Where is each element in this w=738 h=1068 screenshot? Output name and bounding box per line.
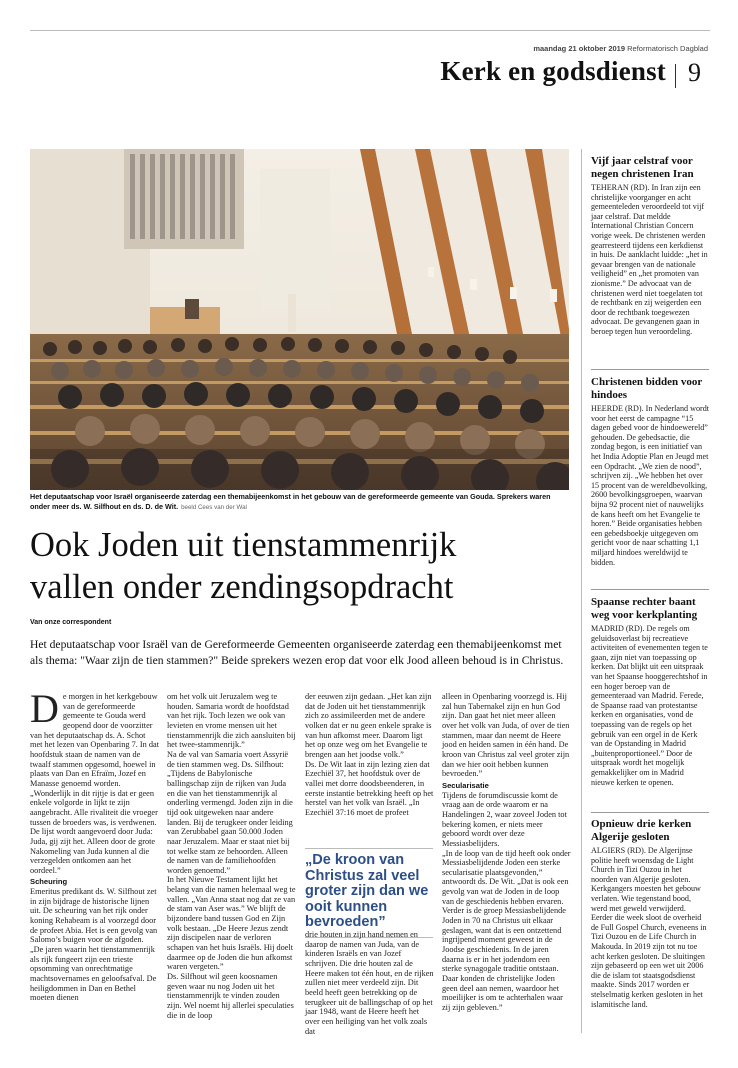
sidebar-body: HEERDE (RD). In Nederland wordt voor het eerst de campagne “15 dagen gebed voor de hindoewereld” gehouden. De gebedsactie, die zondag begon, is een initiatief van het India Adoptie Plan en Jeugd met een Opdracht. „We zien de nood”, schrijven zij. „We hebben het over 15 procent van de wereldbevolking, 2600 bevolkingsgroepen, waarvan bijna 92 procent niet of nauwelijks de kans heeft om het Evangelie te horen.” Beide organisaties hebben een gebedsboekje uitgegeven om gericht voor de naar schatting 1,1 miljard hindoes wereldwijd te bidden. (591, 404, 710, 567)
byline: Van onze correspondent (30, 619, 112, 626)
sidebar-item-madrid (591, 596, 709, 787)
subheading-scheuring: Scheuring (30, 877, 68, 887)
photo-caption (30, 492, 570, 513)
article-column-3-top (305, 692, 434, 818)
col3-paragraph-1: der eeuwen zijn gedaan. „Het kan zijn dat de Joden uit het tienstammenrijk zich zo assimileerden met de andere volken dat er nu geen enkele sprake is van hun afkomst meer. Daarom ligt het op onze weg om het Evangelie te brengen aan het joodse volk.” (305, 692, 432, 759)
sidebar-divider (581, 149, 582, 1033)
col4-paragraph-3: „In de loop van de tijd heeft ook onder Messiasbelijdende Joden een sterke secularisatie plaatsgevonden,” antwoordt ds. De Wit. „Dat is ook een gevolg van wat de Joden in de loop van de geschiedenis hebben ervaren. Verder is de groep Messiasbelijdende Joden in 70 na Christus uit elkaar geslagen, want dat is een ontzettend ingrijpend moment geweest in de Joodse geschiedenis. In de jaren daarna is er in het jodendom een sterke synagogale traditie ontstaan. Daar konden de christelijke Joden geen deel aan nemen, waardoor het moeilijker is om te achterhalen waar zij zijn gebleven.” (442, 848, 571, 1012)
sidebar-item-iran (591, 155, 709, 337)
dateline (533, 44, 708, 53)
sidebar-title: Spaanse rechter baant weg voor kerkplanting (591, 596, 698, 621)
col2-paragraph-1: om het volk uit Jeruzalem weg te houden. Samaria wordt de hoofdstad van het rijk. Toch lezen we ook van levieten en vrome mensen uit het tienstammenrijk die zich aansluiten bij het twee-stammenrijk.” (167, 692, 296, 750)
subheading-secularisatie: Secularisatie (442, 780, 489, 790)
col2-paragraph-2: Na de val van Samaria voert Assyrië de tien stammen weg. Ds. Silfhout: „Tijdens de Babylonische ballingschap zijn de rijken van Juda en die van het tienstammenrijk al onderling vermengd. Joden zijn in die tijd ook uitgeweken naar andere landen. Bij de terugkeer onder leiding van Zerubbabel gaan 50.000 Joden naar Jeruzalem. Maar er staat niet bij tot welke stam ze behoorden. Alleen de namen van de familiehoofden worden genoemd.” (167, 749, 293, 875)
article-column-3-bottom (305, 930, 434, 1036)
sidebar-body: MADRID (RD). De regels om geluidsoverlast bij recreatieve activiteiten of evenementen tegen te gaan, zijn niet van toepassing op kerken. Dat blijkt uit een uitspraak van het Spaanse hooggerechtshof in een hoger beroep van de gemeenteraad van Madrid. Ferede, de Spaanse raad van protestantse kerken en organisaties, vond de toepassing van de regels op het gebruik van een orgel in de Kerk van de Opstanding in Madrid „buitenproportioneel.” Door de uitspraak wordt het mogelijk gemakkelijker om in Madrid nieuwe kerken te openen. (591, 624, 708, 787)
sidebar-title: Vijf jaar celstraf voor negen christenen Iran (591, 155, 694, 180)
sidebar-item-algerije (591, 818, 709, 1009)
article-column-4 (442, 692, 571, 1013)
article-column-1 (30, 686, 160, 1003)
photo-credit: beeld Cees van der Wal (181, 504, 247, 511)
article-column-2 (167, 692, 296, 1020)
col2-paragraph-3: In het Nieuwe Testament lijkt het belang van die namen helemaal weg te vallen. „Van Anna staat nog dat ze van de stam van Aser was.” We blijft de bijzondere band tussen God en Zijn volk bestaan. „De Heere Jezus zendt zijn discipelen naar de verloren schapen van het huis Israëls. Hij doelt daarmee op de Joden die hun afkomst waren vergeten.” (167, 875, 296, 972)
section-title: Kerk en godsdienst (440, 56, 666, 86)
sidebar-item-hindoes (591, 376, 709, 567)
headline-line-2: vallen onder zendingsopdracht (30, 568, 454, 606)
sidebar-separator (591, 589, 709, 590)
date: maandag 21 oktober 2019 (533, 44, 626, 53)
article-lead: Het deputaatschap voor Israël van de Gereformeerde Gemeenten organiseerde zaterdag een themabijeenkomst met als thema: "Waar zijn de tien stammen?" Beide sprekers wezen erop dat voor elk Jood alleen behoud is in Christus. (30, 638, 564, 667)
sidebar-body: ALGIERS (RD). De Algerijnse politie heeft woensdag de Light Church in Tizi Ouzou in het noorden van Algerije gesloten. Kerkgangers moesten het gebouw verlaten. Wie tegenstand bood, werd met geweld verwijderd. Eerder die week sloot de overheid de Full Gospel Church, eveneens in Tizi Ouzou en de Life Church in Makouda. In 2019 zijn tot nu toe acht kerken gesloten. De sluitingen zijn gebaseerd op een wet uit 2006 die de islam tot staatsgodsdienst maakte. Sinds 2017 worden er stelselmatig kerken gesloten in het islamitische land. (591, 846, 707, 1009)
article-headline (30, 524, 590, 608)
sidebar-separator (591, 369, 709, 370)
sidebar-title: Opnieuw drie kerken Algerije gesloten (591, 818, 692, 843)
page-number: 9 (688, 58, 701, 87)
col4-paragraph-2: Tijdens de forumdiscussie komt de vraag aan de orde waarom er na Handelingen 2, waar zoveel Joden tot bekering komen, er niets meer geboord wordt over deze Messiasbelijders. (442, 790, 567, 848)
col1-paragraph-2: Emeritus predikant ds. W. Silfhout zet in zijn bijdrage de historische lijnen uit. De scheuring van het rijk onder koning Rehabeam is al voorzegd door de profeet Abia. Het is een gevolg van Salomo’s buigen voor de afgoden. „De jaren waarin het tienstammenrijk als rijk fungeert zijn een trieste opsomming van onrechtmatige machtsovernames en geloofsafval. De heiligdommen in Dan en Bethel moeten dienen (30, 887, 158, 1003)
col1-paragraph-1: e morgen in het kerkgebouw van de gereformeerde gemeente te Gouda werd geopend door de voorzitter van het deputaatschap ds. A. Schot met het lezen van Openbaring 7. In dat hoofdstuk staan de namen van de twaalf stammen opgesomd, hoewel in plaats van Dan en Efraïm, Jozef en Manasse genoemd worden. „Wonderlijk in dit rijtje is dat er geen enkele volgorde in lijkt te zijn aangebracht. Alle rivaliteit die vroeger tussen de broeders was, is verdwenen. De lijst wordt aangevoerd door Juda: Juda, gij zijt het. Alleen door de grote Nakomeling van Juda kunnen al die verzegelden ontkomen aan het oordeel.” (30, 692, 160, 875)
sidebar-title: Christenen bidden voor hindoes (591, 376, 703, 401)
paper-name: Reformatorisch Dagblad (627, 44, 708, 53)
article-photo (30, 149, 569, 490)
col4-paragraph-1: alleen in Openbaring voorzegd is. Hij zal hun Tabernakel zijn en hun God zijn. Dan gaat het niet meer alleen over het volk van Juda, of over de tien stammen, maar dan neemt de Heere jood en heiden samen in één hand. De kroon van Christus zal veel groter zijn dan we hier ooit hebben kunnen bevroeden.” (442, 692, 570, 779)
sidebar-body: TEHERAN (RD). In Iran zijn een christelijke voorganger en acht gemeenteleden veroordeeld tot vijf jaar celstraf. Dat meldde International Christian Concern vorige week. De christenen werden gearresteerd tijdens een kerkdienst in huis. De aanklacht luidde: „het in gevaar brengen van de nationale veiligheid” en „het promoten van zionisme.” De advocaat van de christenen werd niet toegelaten tot de rechtbank en zij weigerden een door de rechtbank toegewezen advocaat. De gevangenen gaan in beroep tegen hun veroordeling. (591, 183, 708, 336)
caption-text: Het deputaatschap voor Israël organiseerde zaterdag een themabijeenkomst in het gebouw van de gereformeerde gemeente van Gouda. Sprekers waren onder meer ds. W. Silfhout en ds. D. de Wit. (30, 492, 551, 511)
col2-paragraph-4: Ds. Silfhout wil geen koosnamen geven waar nu nog Joden uit het tienstammenrijk te vinden zouden zijn. Wel noemt hij allerlei speculaties die in de loop (167, 972, 294, 1020)
pull-quote (305, 848, 433, 938)
church-interior-photo (30, 149, 569, 490)
top-rule (30, 30, 710, 31)
headline-line-1: Ook Joden uit tienstammenrijk (30, 526, 457, 564)
drop-cap: D (30, 686, 59, 731)
pull-quote-text: „De kroon van Christus zal veel groter zijn dan we ooit kunnen bevroeden” (305, 852, 429, 930)
col3-paragraph-3: drie houten in zijn hand nemen en daarop de namen van Juda, van de kinderen Israëls en van Jozef schrijven. Die drie houten zal de Heere maken tot één hout, en de rijken zullen niet meer verdeeld zijn. Dit beeld heeft geen betrekking op de terugkeer uit de ballingschap of op het jaar 1948, want de Heere heeft het over een heiliging van het volk zoals dat (305, 930, 434, 1036)
sidebar-separator (591, 812, 709, 813)
col3-paragraph-2: Ds. De Wit laat in zijn lezing zien dat Ezechiël 37, het hoofdstuk over de vallei met dorre doodsbeenderen, in eerste instantie betrekking heeft op het herstel van het volk van Israël. „In Ezechiël 37:16 moet de profeet (305, 759, 434, 817)
section-divider (675, 64, 676, 88)
